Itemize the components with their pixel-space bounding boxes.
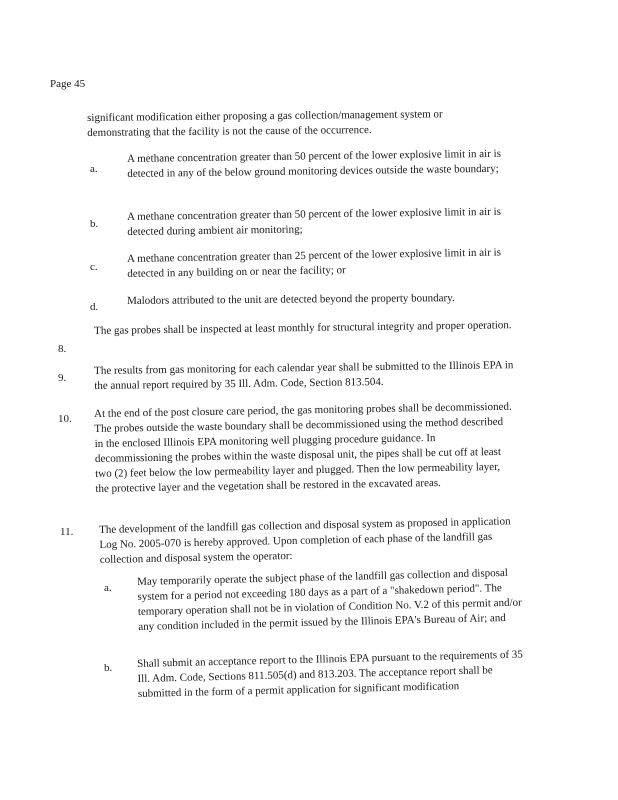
item-text: The gas probes shall be inspected at least monthly for structural integrity and proper operation. <box>94 319 512 337</box>
item-number: 11. <box>60 526 74 538</box>
sub-item-label: a. <box>104 582 112 594</box>
sub-item-text: Shall submit an acceptance report to the Illinois EPA pursuant to the requirements of 35 Ill. Adm. Code, Sections 811.505(d) and 813.203. The acceptance report shall be submitted in the form of a permit application for significant modification <box>137 648 523 700</box>
item-text: The results from gas monitoring for each calendar year shall be submitted to the Illinois EPA in the annual report required by 35 Ill. Adm. Code, Section 813.504. <box>94 359 514 392</box>
sub-item-text: Malodors attributed to the unit are detected beyond the property boundary. <box>127 292 455 307</box>
sub-item-text: A methane concentration greater than 25 percent of the lower explosive limit in air is detected in any building on or near the facility; or <box>127 246 502 280</box>
item-number: 10. <box>58 413 72 425</box>
item-number: 9. <box>58 372 67 384</box>
sub-item-label: b. <box>90 218 99 230</box>
sub-item-label: a. <box>90 163 98 175</box>
sub-item-label: c. <box>90 261 98 273</box>
page-number: Page 45 <box>50 78 86 90</box>
item-number: 8. <box>58 343 67 355</box>
intro-paragraph: significant modification either proposing a gas collection/management system or demonstrating that the facility is not the cause of the occurrence. <box>87 108 443 139</box>
item-text: The development of the landfill gas collection and disposal system as proposed in application Log No. 2005-070 is hereby approved. Upon completion of each phase of the landfill gas collection and disposal system the operator: <box>99 515 511 566</box>
sub-item-label: b. <box>104 662 113 674</box>
sub-item-text: A methane concentration greater than 50 percent of the lower explosive limit in air is detected in any of the below ground monitoring devices outside the waste boundary; <box>127 147 502 180</box>
sub-item-text: A methane concentration greater than 50 percent of the lower explosive limit in air is detected during ambient air monitoring; <box>127 205 502 238</box>
item-text: At the end of the post closure care period, the gas monitoring probes shall be decommissioned. The probes outside the waste boundary shall be decommissioned using the method described in the enclosed Illinois EPA monitoring well plugging procedure guidance. In decommissioning the probes within the waste disposal unit, the pipes shall be cut off at least two (2) feet below the low permeability layer and plugged. Then the low permeability layer, the protective layer and the vegetation shall be restored in the excavated areas. <box>94 400 512 495</box>
sub-item-label: d. <box>90 301 99 313</box>
sub-item-text: May temporarily operate the subject phase of the landfill gas collection and disposal system for a period not exceeding 180 days as a part of a "shakedown period". The temporary operation shall not be in violation of Condition No. V.2 of this permit and/or any condition included in the permit issued by the Illinois EPA's Bureau of Air; and <box>137 566 522 633</box>
